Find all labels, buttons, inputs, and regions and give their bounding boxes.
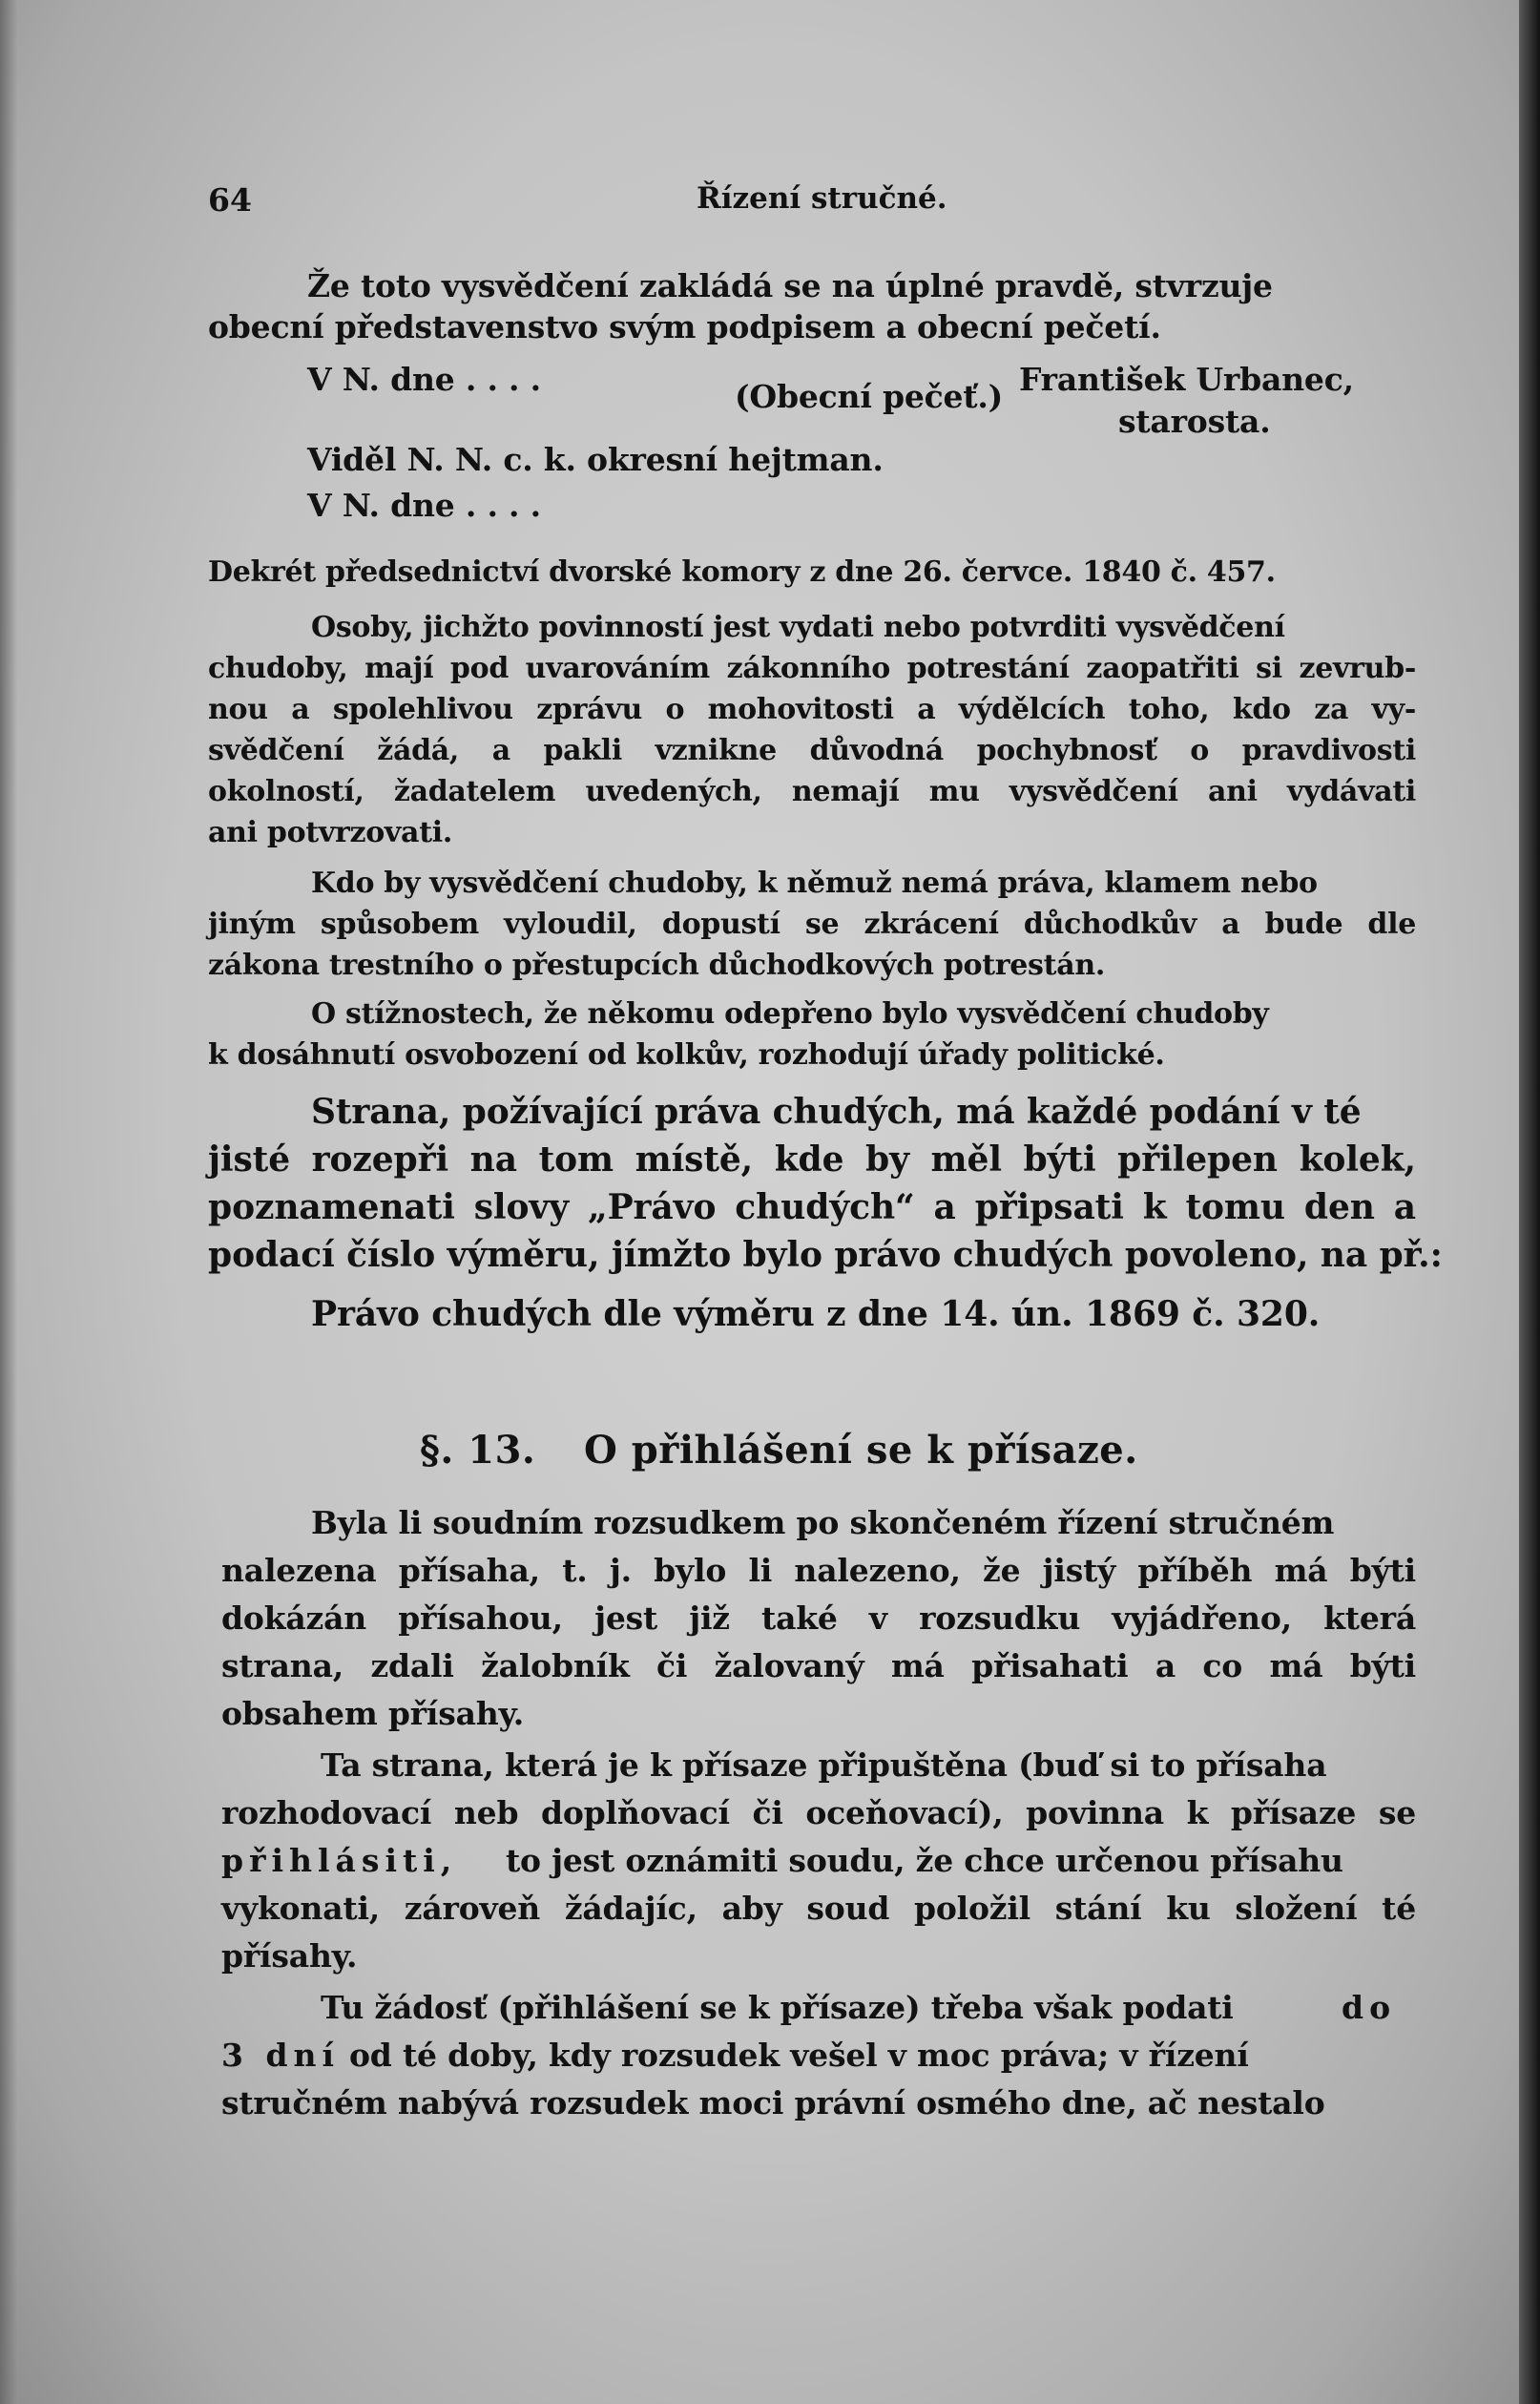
attest-signer-name: František Urbanec, [1019,361,1354,398]
page-left-shadow [0,0,17,2404]
section-p2-line: přísahy. [221,1937,358,1975]
section-p3-spaced-word: 3 dní [221,2037,341,2074]
attest-seen: Viděl N. N. c. k. okresní hejtman. [307,441,884,478]
section-title: O přihlášení se k přísaze. [584,1428,1138,1473]
decree-p1-line: svědčení žádá, a pakli vznikne důvodná pochybnosť o pravdivosti [208,734,1416,767]
example-line: Právo chudých dle výměru z dne 14. ún. 1869 č. 320. [311,1294,1321,1334]
section-p3-line: Tu žádosť (přihlášení se k přísaze) třeba však podati [321,1989,1234,2026]
decree-p3-line: O stížnostech, že někomu odepřeno bylo vysvědčení chudoby [311,997,1269,1031]
attest-line-1: Že toto vysvědčení zakládá se na úplné pravdě, stvrzuje [307,267,1273,304]
section-p1-line: dokázán přísahou, jest již také v rozsudku vyjádřeno, která [221,1599,1416,1637]
attest-place-date-2: V N. dne . . . . [307,487,541,524]
running-title: Řízení stručné. [697,181,947,216]
section-p2-line: to jest oznámiti soudu, že chce určenou přísahu [506,1842,1343,1879]
section-p1-line: strana, zdali žalobník či žalovaný má přisahati a co má býti [221,1647,1416,1684]
section-p2-line: vykonati, zároveň žádajíc, aby soud položil stání ku složení té [221,1890,1416,1927]
decree-p2-line: jiným spůsobem vyloudil, dopustí se zkrácení důchodkův a bude dle [208,908,1416,941]
attest-place-date: V N. dne . . . . [307,361,541,398]
decree-title: Dekrét předsednictví dvorské komory z dne 26. červce. 1840 č. 457. [208,555,1276,589]
page-number: 64 [208,181,252,219]
decree-p1-line: okolností, žadatelem uvedených, nemají mu vysvědčení ani vydávati [208,775,1416,808]
body-line: Strana, požívající práva chudých, má každé podání v té [311,1092,1362,1132]
section-p1-line: nalezena přísaha, t. j. bylo li nalezeno, že jistý příběh má býti [221,1552,1416,1589]
decree-p1-line: Osoby, jichžto povinností jest vydati nebo potvrditi vysvědčení [311,611,1285,644]
section-number: §. 13. [420,1428,536,1473]
section-p3-line: od té doby, kdy rozsudek vešel v moc práva; v řízení [349,2037,1249,2074]
decree-p1-line: nou a spolehlivou zprávu o mohovitosti a výdělcích toho, kdo za vy- [208,693,1416,726]
section-p1-line: Byla li soudním rozsudkem po skončeném řízení stručném [311,1504,1335,1541]
section-p3-spaced-word: do [1342,1989,1397,2026]
body-line: jisté rozepři na tom místě, kde by měl býti přilepen kolek, [208,1139,1416,1180]
page-right-edge [1519,0,1540,2404]
attest-signer-title: starosta. [1118,403,1271,440]
decree-p2-line: zákona trestního o přestupcích důchodkových potrestán. [208,949,1105,982]
section-p2-spaced-word: přihlásiti, [221,1842,458,1879]
section-p3-line: stručném nabývá rozsudek moci právní osmého dne, ač nestalo [221,2084,1325,2122]
attest-line-2: obecní představenstvo svým podpisem a obecní pečetí. [208,308,1161,345]
decree-p1-line: chudoby, mají pod uvarováním zákonního potrestání zaopatřiti si zevrub- [208,652,1416,685]
body-line: poznamenati slovy „Právo chudých“ a připsati k tomu den a [208,1187,1416,1227]
attest-seal: (Obecní pečeť.) [735,378,1004,415]
body-line: podací číslo výměru, jímžto bylo právo chudých povoleno, na př.: [208,1235,1443,1275]
section-p1-line: obsahem přísahy. [221,1695,525,1732]
decree-p1-line: ani potvrzovati. [208,816,452,849]
decree-p3-line: k dosáhnutí osvobození od kolkův, rozhodují úřady politické. [208,1038,1165,1072]
section-p2-line: Ta strana, která je k přísaze připuštěna (buď si to přísaha [321,1746,1327,1784]
decree-p2-line: Kdo by vysvědčení chudoby, k němuž nemá práva, klamem nebo [311,867,1318,900]
section-p2-line: rozhodovací neb doplňovací či oceňovací), povinna k přísaze se [221,1794,1416,1831]
